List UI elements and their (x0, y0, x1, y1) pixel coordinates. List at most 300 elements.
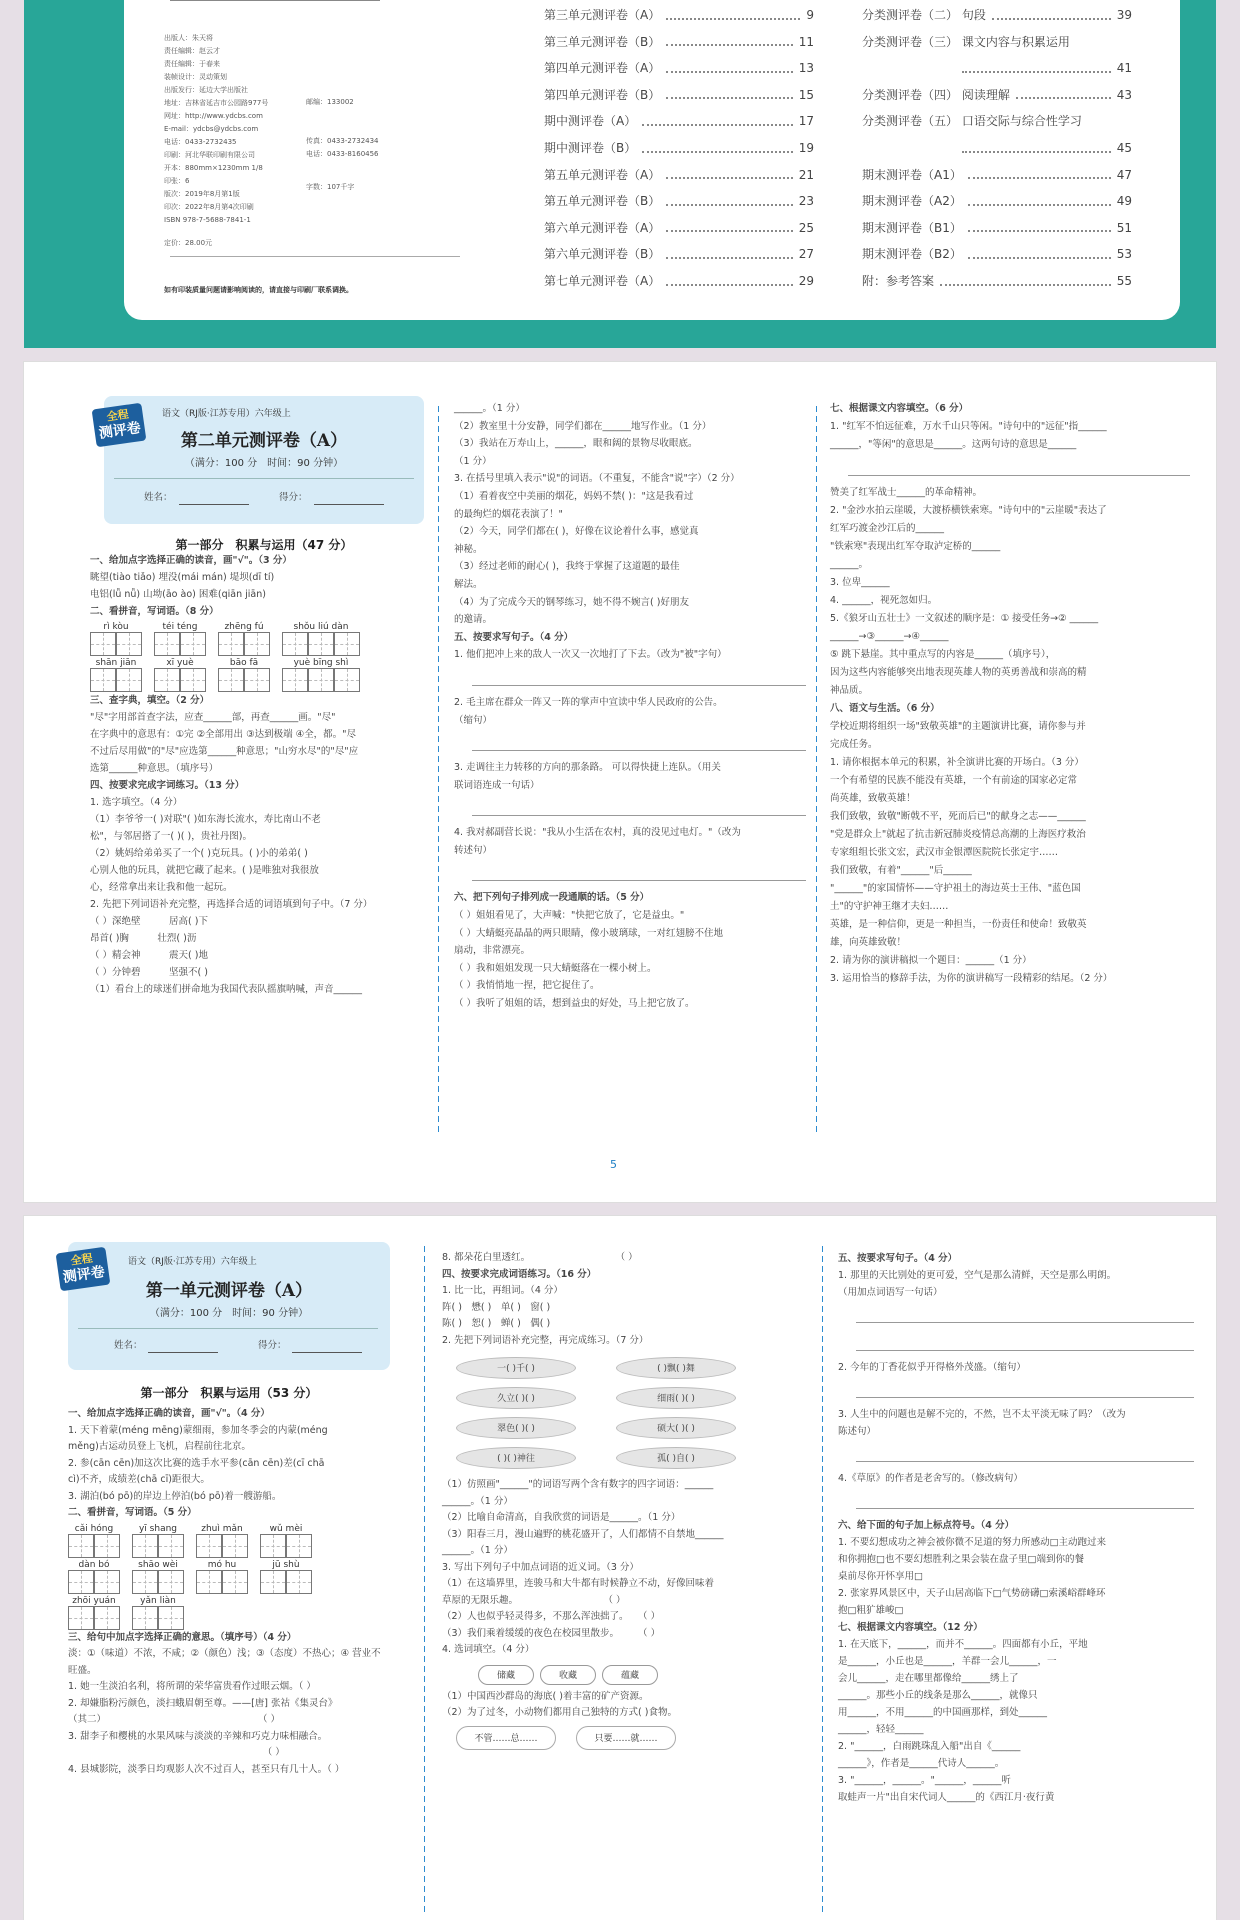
toc-entry[interactable] (862, 241, 1132, 268)
question-text: 雄，向英雄致敬！ (830, 937, 907, 948)
question-text: 学校近期将组织一场"致敬英雄"的主题演讲比赛，请你参与并 (830, 721, 1086, 732)
pinyin-label: zhēng fú (224, 622, 264, 632)
colophon-line: 印刷：河北华联印刷有限公司 (164, 151, 255, 159)
question-text: （1）看台上的球迷们拼命地为我国代表队摇旗呐喊，声音______ (90, 984, 363, 995)
toc-leader (1016, 82, 1111, 100)
question-text: ______。 (830, 559, 869, 570)
conjunction-choice: 不管……总…… (456, 1726, 556, 1750)
toc-entry[interactable] (862, 29, 1132, 56)
page-number: 5 (610, 1158, 617, 1171)
toc-leader (642, 135, 792, 153)
pinyin-label: yǎn liàn (140, 1595, 176, 1606)
leaf-word-blank[interactable]: 硕大( )( ) (616, 1417, 736, 1439)
toc-entry-title: 第四单元测评卷（A） (544, 61, 661, 76)
writing-box-group (132, 1606, 184, 1630)
question-text: 尚英雄，致敬英雄！ (830, 793, 916, 804)
question-text: "党是群众上"就起了抗击新冠肺炎疫情总高潮的上海医疗救治 (830, 829, 1086, 840)
leaf-row (456, 1387, 812, 1409)
part-heading: 第一部分 积累与运用（53 分） (140, 1386, 318, 1400)
question-text: ⑤ 跳下悬崖。其中重点写的内容是______（填序号）， (830, 649, 1056, 660)
question-text: 是______，小丘也是______，羊群一会儿______，一 (838, 1656, 1057, 1667)
pinyin-row (90, 658, 430, 668)
toc-card (124, 0, 1180, 320)
question-text: （ ）我和姐姐发现一只大蜻蜓落在一棵小树上。 (454, 962, 657, 974)
leaf-word-blank[interactable]: ( )飘( )舞 (616, 1357, 736, 1379)
writing-box[interactable] (154, 668, 180, 692)
answer-line[interactable] (856, 1442, 1194, 1462)
toc-entry-page: 39 (1116, 8, 1132, 22)
writing-box[interactable] (90, 632, 116, 656)
writing-box[interactable] (222, 1534, 248, 1558)
writing-grid-row (90, 668, 430, 692)
right-column (838, 1250, 1194, 1806)
question-text: 的邀请。 (454, 614, 493, 626)
question-text: 不过后尽用做"的"尽"应选第______种意思；"山穷水尽"的"尽"应 (90, 746, 359, 757)
colophon-right (306, 96, 396, 194)
toc-entry[interactable] (544, 135, 814, 162)
writing-box-group (282, 668, 360, 692)
question-text: （ ）精会神 震天( )地 (90, 950, 208, 961)
answer-line[interactable] (472, 861, 806, 881)
toc-entry-page: 27 (798, 247, 814, 262)
toc-entry[interactable] (544, 162, 814, 189)
pinyin-row (90, 622, 430, 632)
colophon-line: 装帧设计：灵动策划 (164, 73, 227, 81)
pinyin-label: cǎi hóng (74, 1523, 114, 1534)
section-heading: 四、按要求完成词语练习。（16 分） (442, 1268, 597, 1280)
section-heading: 七、根据课文内容填空。（6 分） (830, 403, 969, 414)
right-column (830, 400, 1190, 988)
toc-leader (962, 135, 1111, 153)
colophon-footer: 如有印装质量问题请影响阅读的，请直接与印刷厂联系调换。 (164, 286, 353, 294)
question-text: 1. 比一比，再组词。（4 分） (442, 1285, 563, 1296)
question-text: ______→③______→④______ (830, 631, 949, 642)
question-text: ______。（1 分） (442, 1495, 513, 1507)
colophon-footer-rule (170, 256, 460, 257)
question-text: 的最绚烂的烟花表演了！" (454, 508, 563, 520)
question-text: 我们致敬，有着"______"后______ (830, 865, 972, 876)
writing-grid-row (90, 632, 430, 656)
writing-box[interactable] (222, 1570, 248, 1594)
leaf-word-blank[interactable]: 久立( )( ) (456, 1387, 576, 1409)
toc-entry-page: 47 (1116, 167, 1132, 182)
leaf-word-blank[interactable]: 细雨( )( ) (616, 1387, 736, 1409)
pinyin-label: bāo fā (229, 658, 259, 668)
leaf-word-blank[interactable]: 孤( )自( ) (616, 1447, 736, 1469)
writing-box-group (218, 668, 270, 692)
pinyin-label: yī shang (138, 1523, 177, 1534)
question-text: 1. 不要幻想成功之神会被你微不足道的努力所感动□主动跑过来 (838, 1537, 1107, 1548)
question-text: 联词语连成一句话） (454, 779, 540, 791)
question-text: （2）人也似乎轻灵得多，不那么浑浊拙了。 （ ） (442, 1611, 661, 1622)
section-heading: 八、语文与生活。（6 分） (830, 703, 940, 714)
toc-leader (968, 215, 1111, 233)
section-heading: 一、给加点字选择正确的读音，画"√"。（3 分） (90, 555, 292, 566)
leaf-word-blank[interactable]: ( )( )神往 (456, 1447, 576, 1469)
toc-leader (666, 29, 792, 47)
question-text: 旺盛。 (68, 1664, 97, 1676)
writing-box[interactable] (158, 1534, 184, 1558)
name-field[interactable] (179, 504, 249, 505)
question-text: 土"的守护神王继才夫妇…… (830, 901, 949, 912)
question-text: "______"的家国情怀——守护祖土的海边英士王伟、"蓝色国 (830, 883, 1081, 894)
question-text: 2. 毛主席在群众一阵又一阵的掌声中宣读中华人民政府的公告。 (454, 696, 723, 708)
colophon-line: 印张：6 (164, 177, 190, 185)
toc-entry[interactable] (862, 55, 1132, 82)
question-text: ______，"等闲"的意思是______。这两句诗的意思是______ (830, 439, 1077, 450)
question-text: （2）今天，同学们都在( )，好像在议论着什么事，感觉真 (454, 526, 699, 538)
writing-box-group (90, 668, 142, 692)
section-heading: 六、把下列句子排列成一段通顺的话。（5 分） (454, 892, 650, 904)
toc-entry[interactable] (862, 2, 1132, 29)
writing-box-group (68, 1606, 120, 1630)
toc-entry[interactable] (544, 108, 814, 135)
part-heading: 第一部分 积累与运用（47 分） (175, 538, 353, 552)
middle-column (454, 400, 806, 1013)
question-text: （3）经过老师的耐心( )，我终于掌握了这道题的最佳 (454, 561, 680, 573)
answer-line[interactable] (856, 1331, 1194, 1351)
toc-middle-column (544, 2, 814, 295)
question-text: （ ）分钟碧 坚强不( ) (90, 967, 208, 978)
question-text: （用加点词语写一句话） (838, 1287, 943, 1298)
left-column (68, 1406, 412, 1778)
toc-entry-page: 49 (1116, 194, 1132, 209)
pinyin-row (68, 1524, 412, 1534)
writing-box-group (196, 1570, 248, 1594)
question-text: 3. 写出下列句子中加点词语的近义词。（3 分） (442, 1561, 639, 1573)
pinyin-label: yuè bīng shì (293, 658, 349, 668)
toc-entry-page: 11 (798, 34, 814, 49)
question-text: 1. 天下着蒙(méng mēng)蒙细雨，参加冬季会的内蒙(méng (68, 1424, 328, 1436)
answer-line[interactable] (472, 666, 806, 686)
toc-leader (666, 55, 793, 73)
toc-entry-title: 分类测评卷（四） 阅读理解 (862, 87, 1010, 102)
question-text: 扇动，非常漂亮。 (454, 945, 531, 957)
colophon-line: 责任编辑：于春来 (164, 60, 220, 68)
writing-box[interactable] (154, 632, 180, 656)
colophon-line: 出版发行：延边大学出版社 (164, 86, 248, 94)
colophon-line: 字数：107千字 (306, 183, 355, 191)
writing-box[interactable] (282, 632, 308, 656)
colophon-rule (170, 0, 380, 1)
question-text: 电铝(lǚ nǚ) 山坳(āo ào) 困难(qiān jiān) (90, 589, 266, 600)
toc-entry-title: 期中测评卷（A） (544, 114, 637, 129)
colophon-line: 定价：28.00元 (164, 239, 213, 247)
writing-box[interactable] (68, 1534, 94, 1558)
name-label: 姓名： (144, 492, 173, 503)
question-text: 1. 那里的天比别处的更可爱，空气是那么清鲜，天空是那么明朗。 (838, 1270, 1117, 1281)
toc-leader (666, 268, 793, 286)
toc-leader (962, 55, 1111, 73)
question-text: ______》，作者是______代诗人______。 (838, 1758, 1005, 1769)
writing-box[interactable] (94, 1570, 120, 1594)
question-text: ______。（1 分） (454, 403, 525, 414)
toc-entry[interactable] (544, 29, 814, 56)
writing-box[interactable] (286, 1534, 312, 1558)
section-heading: 五、按要求写句子。（4 分） (454, 631, 574, 643)
question-text: 3. 甜李子和樱桃的水果风味与淡淡的辛辣和巧克力味相融合。 (68, 1730, 328, 1742)
writing-box[interactable] (132, 1606, 158, 1630)
middle-column (442, 1250, 812, 1750)
answer-line[interactable] (848, 456, 1190, 476)
question-text: 赞美了红军战士______的革命精神。 (830, 487, 983, 498)
toc-entry-page: 19 (798, 140, 814, 155)
writing-box[interactable] (68, 1570, 94, 1594)
colophon-line: 传真：0433-2732434 (306, 137, 379, 145)
toc-entry-page: 25 (798, 220, 814, 235)
writing-box[interactable] (334, 668, 360, 692)
colophon-line: 电话：0433-8160456 (306, 150, 379, 158)
toc-entry-page: 41 (1116, 61, 1132, 76)
toc-entry-page: 13 (798, 61, 814, 76)
colophon (164, 32, 314, 250)
toc-entry-page: 53 (1116, 247, 1132, 262)
question-text: 眺望(tiào tiǎo) 埋没(mái mán) 堤坝(dī tí) (90, 572, 275, 583)
word-choice-row (478, 1663, 812, 1685)
question-text: 4. 县城影院，淡季日均观影人次不过百人，甚至只有几十人。（ ） (68, 1763, 345, 1775)
answer-line[interactable] (856, 1303, 1194, 1323)
toc-entry[interactable] (862, 135, 1132, 162)
name-label: 姓名： (114, 1340, 143, 1351)
question-text: 2. "金沙水拍云崖暖，大渡桥横铁索寒。"诗句中的"云崖暖"表达了 (830, 505, 1107, 516)
toc-leader (666, 2, 800, 20)
question-text: （2）比喻自命清高，自我欣赏的词语是______。（1 分） (442, 1512, 681, 1523)
writing-box-group (132, 1534, 184, 1558)
leaf-word-blank[interactable]: 翠色( )( ) (456, 1417, 576, 1439)
writing-box-group (260, 1570, 312, 1594)
conjunction-row (456, 1726, 812, 1750)
section-heading: 四、按要求完成字词练习。（13 分） (90, 780, 245, 791)
logo: 全程 测评卷 (56, 1247, 111, 1292)
question-text: 2. "______，白雨跳珠乱入船"出自《______ (838, 1741, 1021, 1752)
toc-entry[interactable] (544, 82, 814, 109)
sheet-title: 第二单元测评卷（A） (180, 431, 348, 451)
section-heading: 二、看拼音，写词语。（8 分） (90, 606, 219, 617)
question-text: 一个有希望的民族不能没有英雄，一个有前途的国家必定常 (830, 775, 1078, 786)
question-text: 1. 请你根据本单元的积累，补全演讲比赛的开场白。（3 分） (830, 757, 1084, 768)
question-text: 3. 运用恰当的修辞手法，为你的演讲稿写一段精彩的结尾。（2 分） (830, 973, 1113, 984)
question-text: （2）教室里十分安静，同学们都在______地写作业。（1 分） (454, 420, 712, 432)
writing-box[interactable] (132, 1534, 158, 1558)
writing-box[interactable] (68, 1606, 94, 1630)
writing-box[interactable] (94, 1606, 120, 1630)
toc-entry[interactable] (544, 55, 814, 82)
writing-box[interactable] (334, 632, 360, 656)
toc-entry-title: 第三单元测评卷（B） (544, 34, 661, 49)
colophon-line: E-mail：ydcbs@ydcbs.com (164, 125, 259, 133)
toc-entry-title: 第七单元测评卷（A） (544, 273, 661, 288)
toc-entry[interactable] (544, 2, 814, 29)
toc-entry[interactable] (862, 188, 1132, 215)
writing-box[interactable] (116, 632, 142, 656)
question-text: 2. 先把下列词语补充完整，再完成练习。（7 分） (442, 1334, 649, 1346)
question-text: 4. 选词填空。（4 分） (442, 1644, 535, 1655)
question-text: 神秘。 (454, 543, 483, 555)
toc-entry-page: 9 (806, 8, 814, 22)
writing-box[interactable] (282, 668, 308, 692)
writing-box-group (68, 1534, 120, 1558)
writing-grid-row (68, 1606, 412, 1630)
pinyin-label: shān jiān (95, 658, 137, 668)
sheet-title: 第一单元测评卷（A） (145, 1281, 313, 1301)
question-text: "尽"字用部首查字法，应查______部，再查______画。"尽" (90, 712, 336, 723)
question-text: 在字典中的意思有：①完 ②全部用出 ③达到极端 ④全，都。"尽 (90, 729, 356, 740)
question-text: （1）在这墙界里，连骏马和大牛都有时候静立不动，好像回味着 (442, 1578, 715, 1589)
writing-grid-row (68, 1534, 412, 1558)
writing-box[interactable] (196, 1534, 222, 1558)
question-text: cì)不齐，成绩差(chā cī)距很大。 (68, 1474, 210, 1485)
question-text: （其二） （ ） (68, 1714, 281, 1725)
colophon-line: 网址：http://www.ydcbs.com (164, 112, 263, 120)
writing-box[interactable] (260, 1570, 286, 1594)
left-column (90, 552, 430, 998)
toc-entry[interactable] (862, 108, 1132, 135)
colophon-line: 版次：2019年8月第1版 (164, 190, 240, 198)
question-text: （ ）姐姐看见了，大声喊："快把它放了，它是益虫。" (454, 910, 685, 922)
section-heading: 三、给句中加点字选择正确的意思。（填序号）（4 分） (68, 1631, 297, 1643)
question-text: 陈述句） (838, 1426, 877, 1437)
colophon-line: ISBN 978-7-5688-7841-1 (164, 216, 251, 224)
answer-line[interactable] (472, 731, 806, 751)
toc-entry[interactable] (862, 82, 1132, 109)
logo: 全程 测评卷 (92, 403, 147, 448)
question-text: 桌前尽你开怀享用□ (838, 1571, 923, 1582)
score-label: 得分： (279, 492, 308, 503)
pinyin-label: wǔ mèi (269, 1523, 303, 1534)
question-text: 松"，与邻居搭了一( )( )，贵社丹图)。 (90, 831, 252, 842)
writing-box[interactable] (132, 1570, 158, 1594)
writing-box[interactable] (116, 668, 142, 692)
question-text: 5.《狼牙山五壮士》一文叙述的顺序是：① 接受任务→② ______ (830, 613, 1099, 624)
toc-entry[interactable] (862, 162, 1132, 189)
answer-line[interactable] (856, 1378, 1194, 1398)
writing-box[interactable] (180, 668, 206, 692)
question-text: （1 分） (454, 455, 492, 467)
writing-box[interactable] (158, 1570, 184, 1594)
answer-line[interactable] (472, 796, 806, 816)
pinyin-label: zhōi yuán (72, 1595, 116, 1606)
question-text: měng)古运动员登上飞机，启程前往北京。 (68, 1441, 251, 1452)
toc-entry-title: 第六单元测评卷（A） (544, 220, 661, 235)
leaf-row (456, 1447, 812, 1469)
toc-entry[interactable] (862, 215, 1132, 242)
colophon-line: 开本：880mm×1230mm 1/8 (164, 164, 263, 172)
toc-entry-title: 第六单元测评卷（B） (544, 247, 661, 262)
toc-entry-title: 分类测评卷（二） 句段 (862, 8, 986, 22)
writing-box[interactable] (260, 1534, 286, 1558)
series-label: 语文（RJ版·江苏专用）六年级上 (128, 1257, 257, 1267)
toc-entry[interactable] (544, 215, 814, 242)
leaf-row (456, 1417, 812, 1439)
toc-leader (940, 268, 1111, 286)
toc-leader (666, 215, 793, 233)
colophon-line: 邮编：133002 (306, 98, 354, 106)
colophon-line: 地址：吉林省延吉市公园路977号 (164, 99, 269, 107)
writing-box[interactable] (286, 1570, 312, 1594)
toc-entry[interactable] (544, 241, 814, 268)
writing-box-group (68, 1570, 120, 1594)
writing-box[interactable] (94, 1534, 120, 1558)
question-text: 红军巧渡金沙江后的______ (830, 523, 945, 534)
question-text: 3. 湖泊(bó pō)的岸边上停泊(bó pō)着一艘游船。 (68, 1490, 282, 1502)
word-choice: 蕴藏 (602, 1665, 658, 1685)
writing-box[interactable] (218, 668, 244, 692)
writing-grid-row (68, 1570, 412, 1594)
score-label: 得分： (258, 1340, 287, 1351)
toc-leader (666, 82, 792, 100)
question-text: 和你拥抱□也不要幻想胜利之果会装在盘子里□端到你的餐 (838, 1554, 1084, 1565)
question-text: （4）为了完成今天的钢琴练习，她不得不婉言( )好朋友 (454, 596, 689, 608)
writing-box-group (154, 632, 206, 656)
question-text: 2. 参(cān cēn)加这次比赛的选手水平参(cān cēn)差(cī chā (68, 1457, 325, 1469)
score-field[interactable] (292, 1352, 362, 1353)
toc-leader (968, 188, 1111, 206)
writing-box[interactable] (158, 1606, 184, 1630)
section-heading: 一、给加点字选择正确的读音，画"√"。（4 分） (68, 1408, 270, 1419)
writing-box-group (282, 632, 360, 656)
question-text: 神品质。 (830, 685, 869, 696)
question-text: 4. ______，视死忽如归。 (830, 595, 938, 606)
pinyin-label: mó hu (207, 1559, 237, 1570)
score-field[interactable] (314, 504, 384, 505)
toc-entry-page: 17 (798, 114, 814, 129)
name-field[interactable] (148, 1352, 218, 1353)
question-text: （2）姚妈给弟弟买了一个( )克玩具。( )小的弟弟( ) (90, 848, 308, 859)
writing-box[interactable] (218, 632, 244, 656)
writing-box[interactable] (196, 1570, 222, 1594)
question-text: 2. 请为你的演讲稿拟一个题目：______（1 分） (830, 955, 1032, 966)
toc-entry[interactable] (544, 268, 814, 295)
question-text: （缩句） (454, 714, 493, 726)
question-text: 抱□粗犷雄峻□ (838, 1605, 904, 1616)
colophon-line: 印次：2022年8月第4次印刷 (164, 203, 254, 211)
question-text: 1. 她一生淡泊名利，将所谓的荣华富贵看作过眼云烟。（ ） (68, 1681, 316, 1692)
writing-box[interactable] (244, 668, 270, 692)
question-text: 心，经常拿出来让我和他一起玩。 (90, 882, 233, 893)
question-text: 1. 选字填空。（4 分） (90, 797, 183, 808)
writing-box-group (90, 632, 142, 656)
toc-leader (666, 241, 792, 259)
toc-entry[interactable] (862, 268, 1132, 295)
writing-box[interactable] (90, 668, 116, 692)
question-text: （ ）我悄悄地一捏，把它捉住了。 (454, 980, 600, 992)
word-choice: 收藏 (540, 1665, 596, 1685)
pinyin-label: téi téng (162, 622, 198, 632)
sheet-unit2 (24, 362, 1216, 1202)
leaf-word-blank[interactable]: 一( )千( ) (456, 1357, 576, 1379)
toc-entry-title: 附：参考答案 (862, 273, 935, 288)
question-text: ______。那些小丘的线条是那么______，就像只 (838, 1690, 1038, 1701)
writing-box[interactable] (308, 632, 334, 656)
writing-box[interactable] (244, 632, 270, 656)
question-text: 我们致敬，致敬"断戟不平，死而后已"的献身之志——______ (830, 811, 1086, 822)
series-label: 语文（RJ版·江苏专用）六年级上 (162, 409, 291, 419)
toc-entry[interactable] (544, 188, 814, 215)
writing-box[interactable] (308, 668, 334, 692)
writing-box[interactable] (180, 632, 206, 656)
answer-line[interactable] (856, 1489, 1194, 1509)
toc-entry-title: 第五单元测评卷（B） (544, 194, 661, 209)
question-text: 2. 却嫌脂粉污颜色，淡扫蛾眉朝至尊。——[唐] 张祜《集灵台》 (68, 1697, 338, 1709)
question-text: 英雄，是一种信仰，更是一种担当，一份责任和使命！致敬英 (830, 919, 1087, 930)
question-text: 因为这些内容能够突出地表现英雄人物的英勇善战和崇高的精 (830, 667, 1087, 678)
colophon-line: 出版人：朱天将 (164, 34, 213, 42)
colophon-line: 电话：0433-2732435 (164, 138, 237, 146)
question-text: 解法。 (454, 578, 483, 590)
question-text: 3. 人生中的问题也是解不完的，不然，岂不太平淡无味了吗？（改为 (838, 1409, 1126, 1420)
pinyin-label: rì kòu (103, 622, 129, 632)
toc-entry-title: 期末测评卷（B2） (862, 247, 962, 262)
